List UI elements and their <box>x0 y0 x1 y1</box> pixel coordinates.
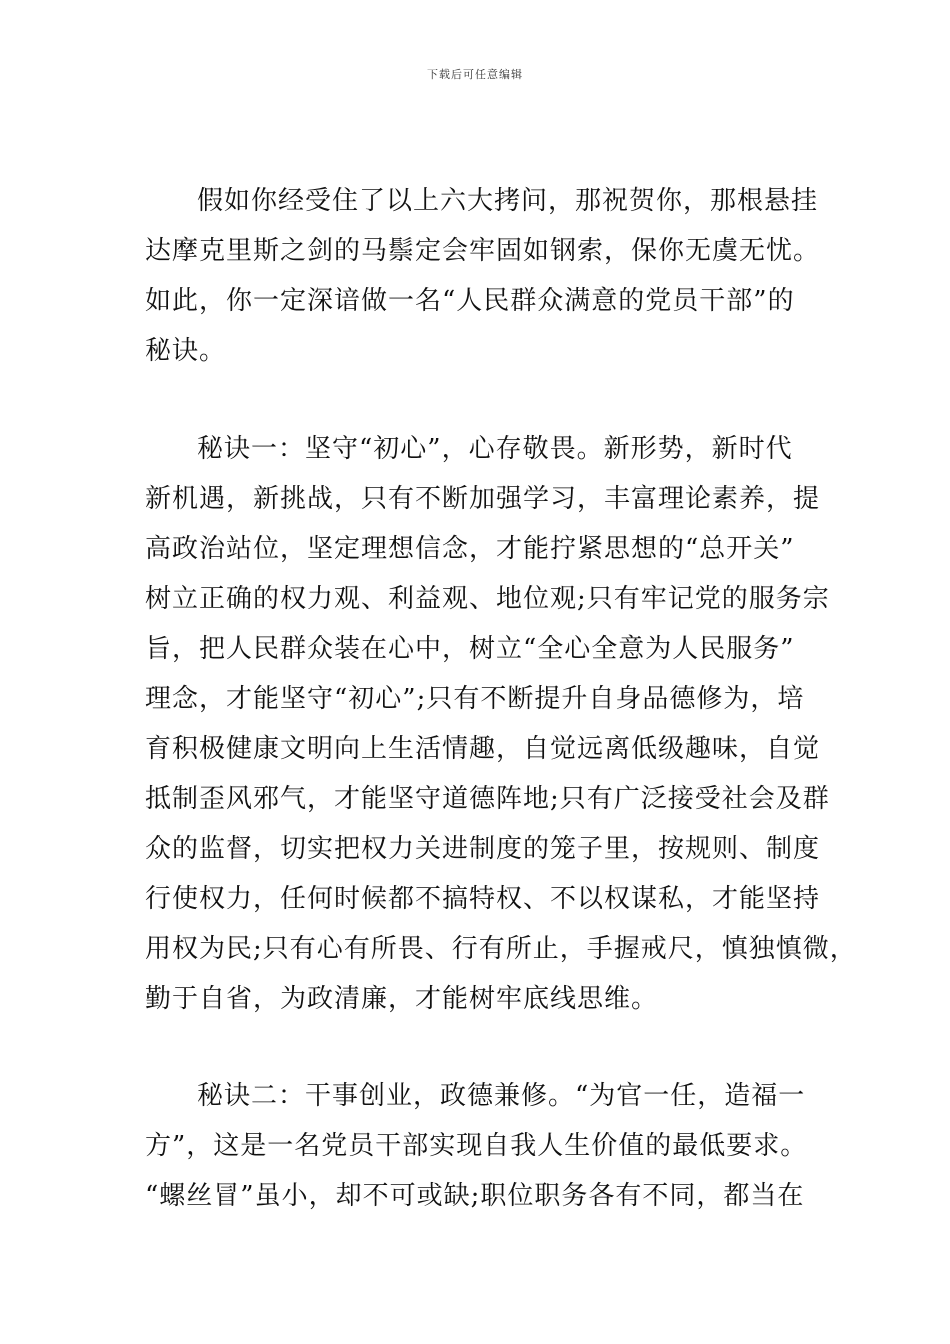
text-line: 秘诀二：干事创业，政德兼修。“为官一任，造福一 <box>197 1081 806 1111</box>
paragraph-conclusion <box>145 176 835 376</box>
text-line: 树立正确的权力观、利益观、地位观;只有牢记党的服务宗 <box>145 584 830 614</box>
text-line: 达摩克里斯之剑的马鬃定会牢固如钢索，保你无虞无忧。 <box>145 236 821 266</box>
text-line: 新机遇，新挑战，只有不断加强学习，丰富理论素养，提 <box>145 484 821 514</box>
text-line: 众的监督，切实把权力关进制度的笼子里，按规则、制度 <box>145 834 821 864</box>
paragraph-secret-two <box>145 1071 835 1221</box>
text-line: 秘诀。 <box>145 336 227 366</box>
text-line: 理念，才能坚守“初心”;只有不断提升自身品德修为，培 <box>145 684 805 714</box>
paragraph-secret-one <box>145 424 857 1024</box>
text-line: 假如你经受住了以上六大拷问，那祝贺你，那根悬挂 <box>197 186 819 216</box>
text-line: 如此，你一定深谙做一名“人民群众满意的党员干部”的 <box>145 286 795 316</box>
text-line: 高政治站位，坚定理想信念，才能拧紧思想的“总开关” <box>145 534 795 564</box>
text-line: 用权为民;只有心有所畏、行有所止，手握戒尺，慎独慎微， <box>145 934 857 964</box>
text-line: 秘诀一：坚守“初心”，心存敬畏。新形势，新时代 <box>197 434 793 464</box>
text-line: 育积极健康文明向上生活情趣，自觉远离低级趣味，自觉 <box>145 734 821 764</box>
text-line: 旨，把人民群众装在心中，树立“全心全意为人民服务” <box>145 634 795 664</box>
text-line: 抵制歪风邪气，才能坚守道德阵地;只有广泛接受社会及群 <box>145 784 830 814</box>
text-line: 方”，这是一名党员干部实现自我人生价值的最低要求。 <box>145 1131 808 1161</box>
text-line: 勤于自省，为政清廉，才能树牢底线思维。 <box>145 984 659 1014</box>
text-line: “螺丝冒”虽小，却不可或缺;职位职务各有不同，都当在 <box>145 1181 805 1211</box>
page-header: 下载后可任意编辑 <box>427 68 523 81</box>
text-line: 行使权力，任何时候都不搞特权、不以权谋私，才能坚持 <box>145 884 821 914</box>
